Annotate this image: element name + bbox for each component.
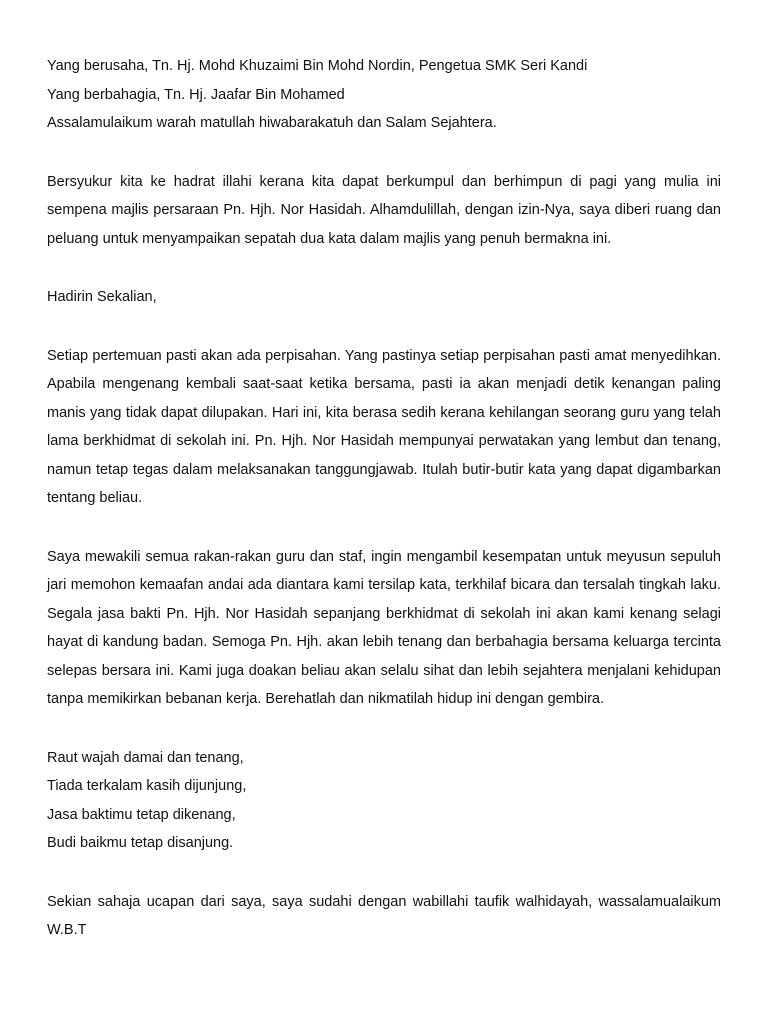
spacer <box>47 312 721 342</box>
address-audience: Hadirin Sekalian, <box>47 289 157 305</box>
paragraph-gratitude: Bersyukur kita ke hadrat illahi kerana kita dapat berkumpul dan berhimpun di pagi yang mulia ini sempena majlis persaraan Pn. Hjh. Nor Hasidah. Alhamdulillah, dengan izin-Nya, saya diberi ruang dan peluang untuk menyampaikan sepatah dua kata dalam majlis yang penuh bermakna ini. <box>47 173 721 247</box>
document-page <box>47 52 721 945</box>
spacer <box>47 513 721 543</box>
greeting-line-principal: Yang berusaha, Tn. Hj. Mohd Khuzaimi Bin Mohd Nordin, Pengetua SMK Seri Kandi <box>47 58 588 74</box>
spacer <box>47 253 721 283</box>
pantun-line: Budi baikmu tetap disanjung. <box>47 835 234 851</box>
spacer <box>47 858 721 888</box>
spacer <box>47 714 721 744</box>
paragraph-farewell: Setiap pertemuan pasti akan ada perpisahan. Yang pastinya setiap perpisahan pasti amat menyedihkan. Apabila mengenang kembali saat-saat ketika bersama, pasti ia akan menjadi detik kenangan paling manis yang tidak dapat dilupakan. Hari ini, kita berasa sedih kerana kehilangan seorang guru yang telah lama berkhidmat di sekolah ini. Pn. Hjh. Nor Hasidah mempunyai perwatakan yang lembut dan tenang, namun tetap tegas dalam melaksanakan tanggungjawab. Itulah butir-butir kata yang dapat digambarkan tentang beliau. <box>47 347 721 506</box>
greeting-line-guest: Yang berbahagia, Tn. Hj. Jaafar Bin Mohamed <box>47 86 345 103</box>
pantun-line: Raut wajah damai dan tenang, <box>47 749 244 766</box>
spacer <box>47 138 721 168</box>
paragraph-apology-wishes: Saya mewakili semua rakan-rakan guru dan staf, ingin mengambil kesempatan untuk meyusun sepuluh jari memohon kemaafan andai ada diantara kami tersilap kata, terkhilaf bicara dan tersalah tingkah laku. Segala jasa bakti Pn. Hjh. Nor Hasidah sepanjang berkhidmat di sekolah ini akan kami kenang selagi hayat di kandung badan. Semoga Pn. Hjh. akan lebih tenang dan berbahagia bersama keluarga tercinta selepas bersara ini. Kami juga doakan beliau akan selalu sihat dan lebih sejahtera menjalani kehidupan tanpa memikirkan bebanan kerja. Berehatlah dan nikmatilah hidup ini dengan gembira. <box>47 548 721 707</box>
pantun-line: Tiada terkalam kasih dijunjung, <box>47 778 247 794</box>
pantun-verse <box>47 744 721 858</box>
paragraph-closing: Sekian sahaja ucapan dari saya, saya sudahi dengan wabillahi taufik walhidayah, wassalamualaikum W.B.T <box>47 893 721 938</box>
greeting-line-salam: Assalamulaikum warah matullah hiwabarakatuh dan Salam Sejahtera. <box>47 115 497 131</box>
pantun-line: Jasa baktimu tetap dikenang, <box>47 806 236 823</box>
